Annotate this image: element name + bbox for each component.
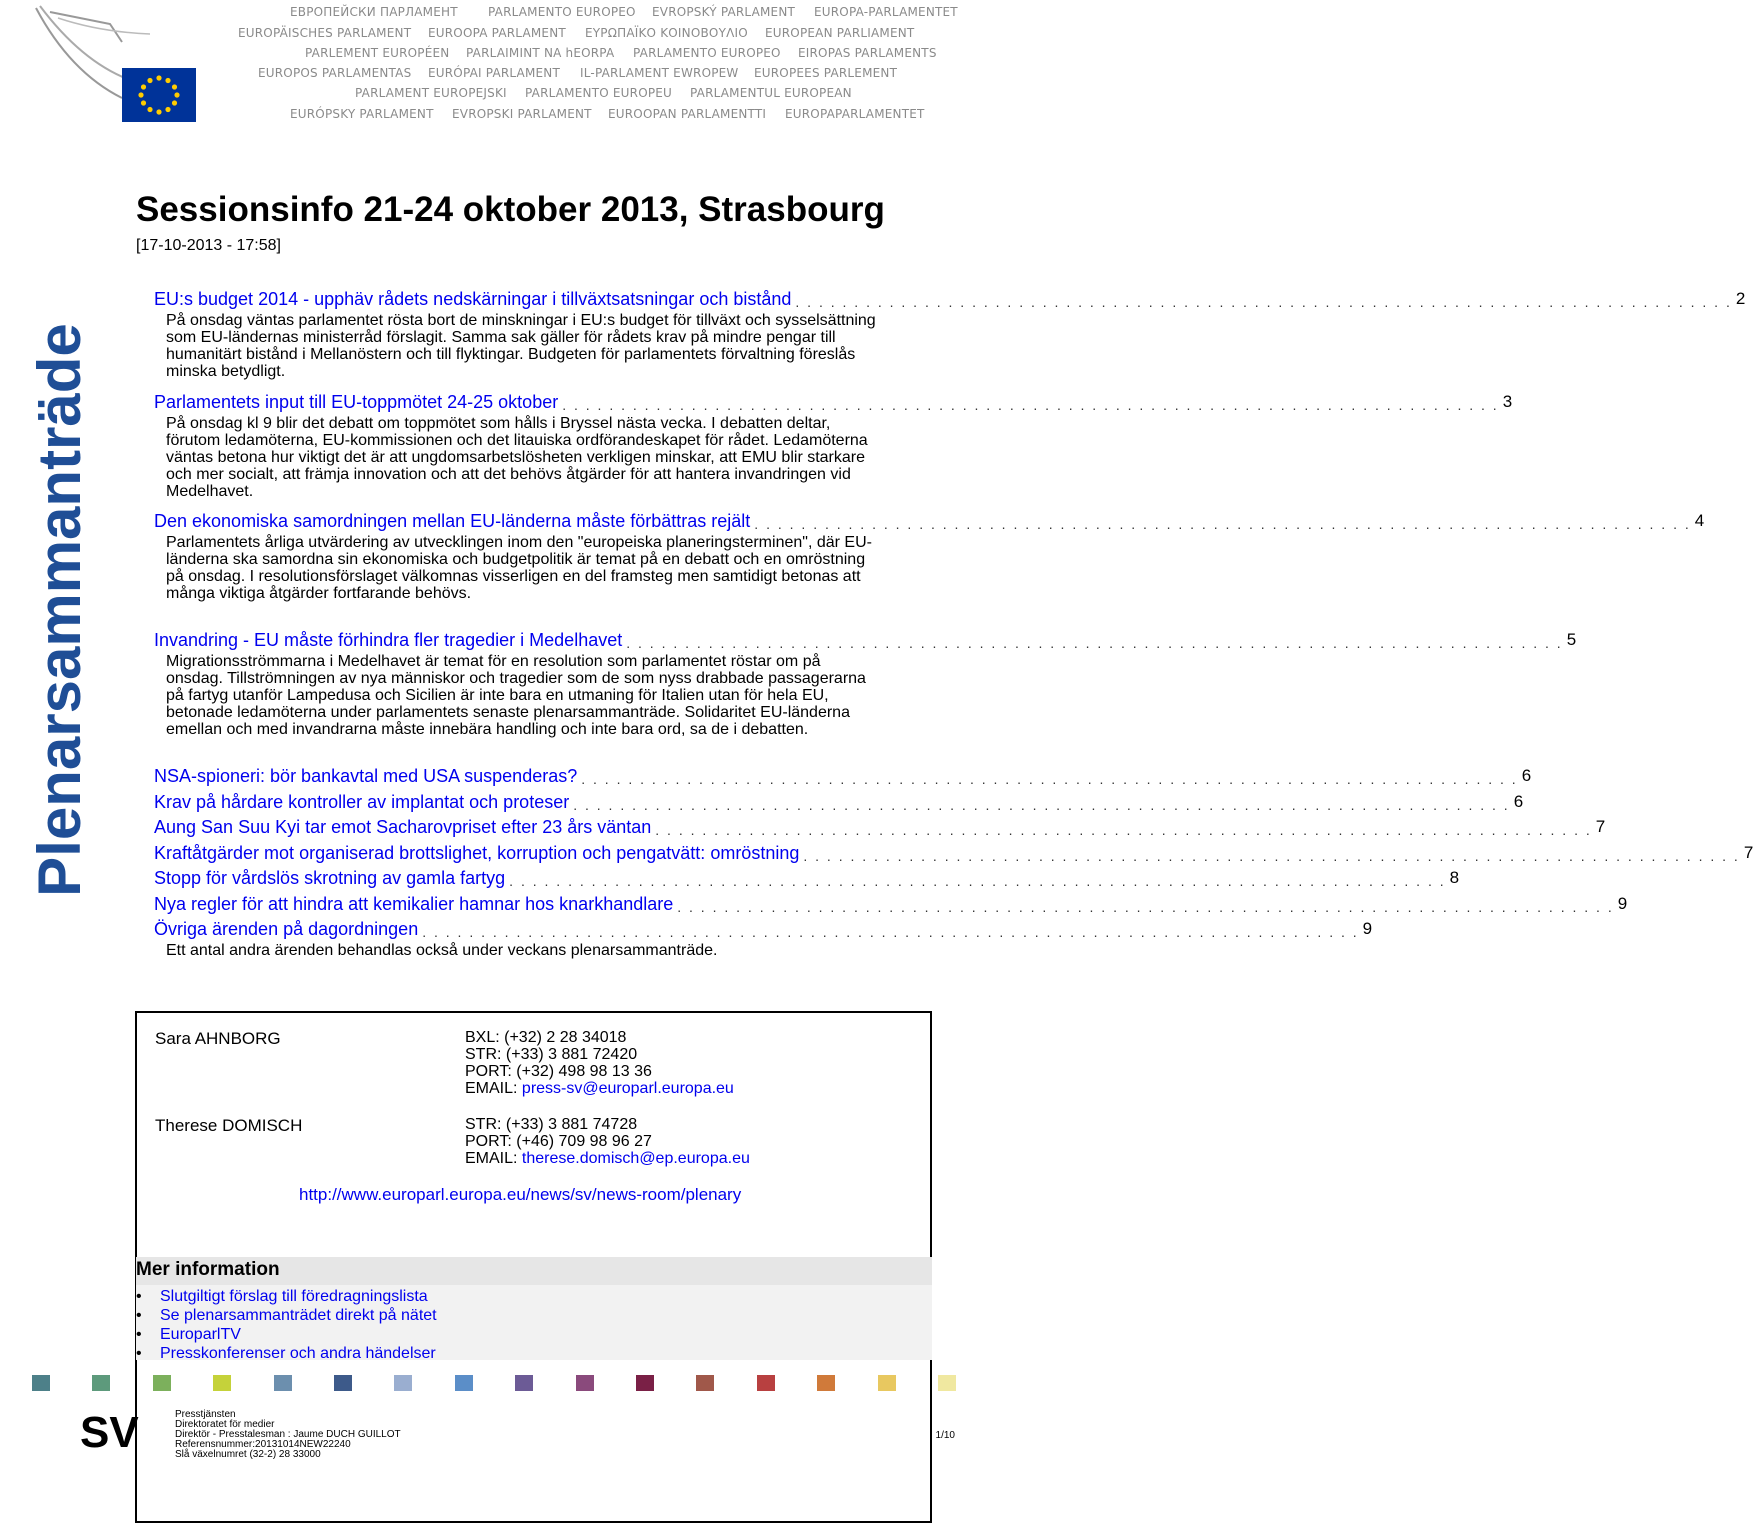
parliament-name: PARLAMENTO EUROPEO xyxy=(488,5,636,19)
toc-item xyxy=(154,842,1753,864)
parliament-name: PARLAMENTUL EUROPEAN xyxy=(690,86,852,100)
color-square xyxy=(757,1375,775,1391)
toc-item xyxy=(154,629,1577,738)
color-square xyxy=(817,1375,835,1391)
parliament-name: PARLAMENT EUROPEJSKI xyxy=(355,86,507,100)
toc-title-link[interactable]: Den ekonomiska samordningen mellan EU-länderna måste förbättras rejält xyxy=(154,511,751,531)
more-info-link[interactable]: Se plenarsammanträdet direkt på nätet xyxy=(160,1307,437,1324)
toc-page-number: 7 xyxy=(1595,817,1606,836)
toc-leader-dots: . . . . . . . . . . . . . . . . . . . . . . . . . . . . . . . . . . . . . . . . . . . . . . . . . . . . . . . . . . . . . . . . . . . . . . . . . . . . . . . . xyxy=(754,516,1691,532)
more-info-link[interactable]: Slutgiltigt förslag till föredragningslista xyxy=(160,1288,428,1305)
toc-title-link[interactable]: Parlamentets input till EU-toppmötet 24-25 oktober xyxy=(154,392,559,412)
list-item xyxy=(136,1287,437,1306)
toc-description: På onsdag kl 9 blir det debatt om toppmötet som hålls i Bryssel nästa vecka. I debatten deltar, förutom ledamöterna, EU-kommissionen och det litauiska ordförandeskapet för rådet. Ledamöterna väntas betona hur viktigt det är att ungdomsarbetslösheten verkligen minskar, att EMU blir starkare och mer socialt, att främja innovation och att det behövs åtgärder för att hantera invandringen vid Medelhavet. xyxy=(166,415,868,500)
footer-info xyxy=(175,1410,401,1460)
toc-leader-dots: . . . . . . . . . . . . . . . . . . . . . . . . . . . . . . . . . . . . . . . . . . . . . . . . . . . . . . . . . . . . . . . . . . . . . . . . . . . . . . . . xyxy=(677,899,1614,915)
list-item xyxy=(136,1306,437,1325)
more-info-link[interactable]: Presskonferenser och andra händelser xyxy=(160,1345,436,1362)
color-square xyxy=(515,1375,533,1391)
parliament-name: EUROPEES PARLEMENT xyxy=(754,66,898,80)
toc-title-link[interactable]: Nya regler för att hindra att kemikalier hamnar hos knarkhandlare xyxy=(154,894,674,914)
color-square xyxy=(878,1375,896,1391)
more-info-link[interactable]: EuroparlTV xyxy=(160,1326,241,1343)
parliament-name: EURÓPAI PARLAMENT xyxy=(428,66,561,80)
page-title: Sessionsinfo 21-24 oktober 2013, Strasbourg xyxy=(136,190,885,229)
contact-line: BXL: (+32) 2 28 34018 xyxy=(465,1029,627,1046)
toc-leader-dots: . . . . . . . . . . . . . . . . . . . . . . . . . . . . . . . . . . . . . . . . . . . . . . . . . . . . . . . . . . . . . . . . . . . . . . . . . . . . . . . . xyxy=(573,797,1510,813)
color-square xyxy=(334,1375,352,1391)
parliament-name: EUROOPA PARLAMENT xyxy=(428,26,566,40)
parliament-name: PARLEMENT EUROPÉEN xyxy=(305,46,450,60)
toc-description: På onsdag väntas parlamentet rösta bort de minskningar i EU:s budget för tillväxt och sysselsättning som EU-ländernas ministerråd förslagit. Samma sak gäller för rådets krav på mindre pengar till humanitärt bistånd i Mellanöstern och till flyktingar. Budgeten för parlamentets förvaltning föreslås minska betydligt. xyxy=(166,312,876,380)
toc-item xyxy=(154,893,1628,915)
plenary-url-link[interactable]: http://www.europarl.europa.eu/news/sv/news-room/plenary xyxy=(299,1185,742,1204)
parliament-name: ΕΥΡΩΠΑΪΚΟ ΚΟΙΝΟΒΟΥΛΙΟ xyxy=(585,26,748,40)
color-square xyxy=(92,1375,110,1391)
parliament-name: EUROPOS PARLAMENTAS xyxy=(258,66,412,80)
toc-leader-dots: . . . . . . . . . . . . . . . . . . . . . . . . . . . . . . . . . . . . . . . . . . . . . . . . . . . . . . . . . . . . . . . . . . . . . . . . . . . . . . . . xyxy=(562,397,1499,413)
color-squares xyxy=(32,1375,960,1391)
contact-line: STR: (+33) 3 881 72420 xyxy=(465,1046,638,1063)
contact-name: Therese DOMISCH xyxy=(155,1116,303,1135)
side-title: Plenarsammanträde xyxy=(26,323,93,897)
list-item xyxy=(136,1325,437,1344)
toc-title-link[interactable]: Kraftåtgärder mot organiserad brottslighet, korruption och pengatvätt: omröstning xyxy=(154,843,800,863)
parliament-name: ЕВРОПЕЙСКИ ПАРЛАМЕНТ xyxy=(290,5,458,19)
more-info-title: Mer information xyxy=(136,1259,280,1280)
color-square xyxy=(274,1375,292,1391)
footer-line: Referensnummer:20131014NEW22240 xyxy=(175,1439,351,1450)
toc-item xyxy=(154,867,1460,889)
email-label: EMAIL: xyxy=(465,1150,518,1167)
email-link[interactable]: therese.domisch@ep.europa.eu xyxy=(521,1150,750,1167)
toc-title-link[interactable]: Invandring - EU måste förhindra fler tragedier i Medelhavet xyxy=(154,630,623,650)
toc-description: Migrationsströmmarna i Medelhavet är temat för en resolution som parlamentet röstar om på onsdag. Tillströmningen av nya människor och tragedier som de som nyss drabbade passagerarna på fartyg utanför Lampedusa och Sicilien är inte bara en utmaning för Italien utan för hela EU, betonade ledamöterna under parlamentets senaste plenarsammanträde. Solidaritet EU-länderna emellan och med invandrarna måste innebära handling och inte bara ord, sa de i debatten. xyxy=(166,653,866,738)
toc-item xyxy=(154,918,1373,959)
parliament-name: EUROPAPARLAMENTET xyxy=(785,107,925,121)
parliament-name: EUROOPAN PARLAMENTTI xyxy=(608,107,767,121)
color-square xyxy=(938,1375,956,1391)
parliament-name: PARLAMENTO EUROPEU xyxy=(525,86,673,100)
toc-page-number: 5 xyxy=(1566,630,1577,649)
color-square xyxy=(696,1375,714,1391)
parliament-name: EUROPEAN PARLIAMENT xyxy=(765,26,915,40)
parliament-name: EUROPA-PARLAMENTET xyxy=(814,5,958,19)
email-link[interactable]: press-sv@europarl.europa.eu xyxy=(521,1080,734,1097)
toc-page-number: 9 xyxy=(1362,919,1373,938)
toc-leader-dots: . . . . . . . . . . . . . . . . . . . . . . . . . . . . . . . . . . . . . . . . . . . . . . . . . . . . . . . . . . . . . . . . . . . . . . . . . . . . . . . . xyxy=(581,771,1518,787)
toc-title-link[interactable]: NSA-spioneri: bör bankavtal med USA suspenderas? xyxy=(154,766,578,786)
parliament-name: EURÓPSKY PARLAMENT xyxy=(290,107,434,121)
contact-details xyxy=(465,1029,734,1097)
color-square xyxy=(32,1375,50,1391)
toc-description: Ett antal andra ärenden behandlas också under veckans plenarsammanträde. xyxy=(166,942,718,959)
contact-line: STR: (+33) 3 881 74728 xyxy=(465,1116,638,1133)
footer-line: Direktör - Presstalesman : Jaume DUCH GUILLOT xyxy=(175,1429,401,1440)
toc-leader-dots: . . . . . . . . . . . . . . . . . . . . . . . . . . . . . . . . . . . . . . . . . . . . . . . . . . . . . . . . . . . . . . . . . . . . . . . . . . . . . . . . xyxy=(422,924,1359,940)
contact-details xyxy=(465,1116,750,1167)
toc-leader-dots: . . . . . . . . . . . . . . . . . . . . . . . . . . . . . . . . . . . . . . . . . . . . . . . . . . . . . . . . . . . . . . . . . . . . . . . . . . . . . . . . xyxy=(803,848,1740,864)
parliament-name: EUROPÄISCHES PARLAMENT xyxy=(238,26,412,40)
toc-page-number: 7 xyxy=(1743,843,1753,862)
contact-line: PORT: (+46) 709 98 96 27 xyxy=(465,1133,652,1150)
color-square xyxy=(455,1375,473,1391)
toc-page-number: 6 xyxy=(1521,766,1532,785)
page-number: 1/10 xyxy=(935,1430,955,1441)
toc-title-link[interactable]: Stopp för vårdslös skrotning av gamla fartyg xyxy=(154,868,506,888)
toc-item xyxy=(154,765,1532,787)
footer-line: Direktoratet för medier xyxy=(175,1419,275,1430)
email-label: EMAIL: xyxy=(465,1080,518,1097)
parliament-name: EVROPSKÝ PARLAMENT xyxy=(652,5,796,19)
more-info-list xyxy=(136,1287,437,1363)
toc-item xyxy=(154,791,1524,813)
toc-item xyxy=(154,288,1746,380)
color-square xyxy=(576,1375,594,1391)
parliament-name: PARLAIMINT NA hEORPA xyxy=(466,46,615,60)
color-square xyxy=(213,1375,231,1391)
more-info-section xyxy=(136,1257,932,1360)
toc-page-number: 2 xyxy=(1735,289,1746,308)
toc-description: Parlamentets årliga utvärdering av utvecklingen inom den "europeiska planeringsterminen", där EU-länderna ska samordna sin ekonomiska och budgetpolitik är temat på en debatt och en omröstning på onsdag. I resolutionsförslaget välkomnas visserligen en del framsteg men samtidigt betonas att många viktiga åtgärder fortfarande behövs. xyxy=(166,534,872,602)
toc-item xyxy=(154,391,1513,500)
language-code: SV xyxy=(80,1408,139,1457)
parliament-name: IL-PARLAMENT EWROPEW xyxy=(580,66,739,80)
parliament-name: PARLAMENTO EUROPEO xyxy=(633,46,781,60)
toc-page-number: 8 xyxy=(1449,868,1460,887)
color-square xyxy=(394,1375,412,1391)
toc-title-link[interactable]: Krav på hårdare kontroller av implantat och proteser xyxy=(154,792,570,812)
footer-line: Presstjänsten xyxy=(175,1409,236,1420)
toc-page-number: 4 xyxy=(1694,511,1705,530)
contact-line: PORT: (+32) 498 98 13 36 xyxy=(465,1063,652,1080)
parliament-name: EVROPSKI PARLAMENT xyxy=(452,107,592,121)
toc-item xyxy=(154,510,1705,602)
footer-line: Slå växelnumret (32-2) 28 33000 xyxy=(175,1449,321,1460)
color-square xyxy=(636,1375,654,1391)
toc-item xyxy=(154,816,1606,838)
toc-page-number: 9 xyxy=(1617,894,1628,913)
toc-page-number: 6 xyxy=(1513,792,1524,811)
european-parliament-logo xyxy=(30,2,250,126)
date-stamp: [17-10-2013 - 17:58] xyxy=(136,237,281,254)
color-square xyxy=(153,1375,171,1391)
toc-leader-dots: . . . . . . . . . . . . . . . . . . . . . . . . . . . . . . . . . . . . . . . . . . . . . . . . . . . . . . . . . . . . . . . . . . . . . . . . . . . . . . . . xyxy=(655,822,1592,838)
toc-leader-dots: . . . . . . . . . . . . . . . . . . . . . . . . . . . . . . . . . . . . . . . . . . . . . . . . . . . . . . . . . . . . . . . . . . . . . . . . . . . . . . . . xyxy=(509,873,1446,889)
contact-name: Sara AHNBORG xyxy=(155,1029,281,1048)
header xyxy=(0,0,960,130)
toc-leader-dots: . . . . . . . . . . . . . . . . . . . . . . . . . . . . . . . . . . . . . . . . . . . . . . . . . . . . . . . . . . . . . . . . . . . . . . . . . . . . . . . . xyxy=(626,635,1563,651)
toc-page-number: 3 xyxy=(1502,392,1513,411)
toc-title-link[interactable]: EU:s budget 2014 - upphäv rådets nedskärningar i tillväxtsatsningar och bistånd xyxy=(154,289,792,309)
toc-title-link[interactable]: Övriga ärenden på dagordningen xyxy=(154,919,419,939)
toc-leader-dots: . . . . . . . . . . . . . . . . . . . . . . . . . . . . . . . . . . . . . . . . . . . . . . . . . . . . . . . . . . . . . . . . . . . . . . . . . . . . . . . . xyxy=(795,294,1732,310)
parliament-name: EIROPAS PARLAMENTS xyxy=(798,46,937,60)
toc-title-link[interactable]: Aung San Suu Kyi tar emot Sacharovpriset efter 23 års väntan xyxy=(154,817,652,837)
list-item xyxy=(136,1344,437,1363)
